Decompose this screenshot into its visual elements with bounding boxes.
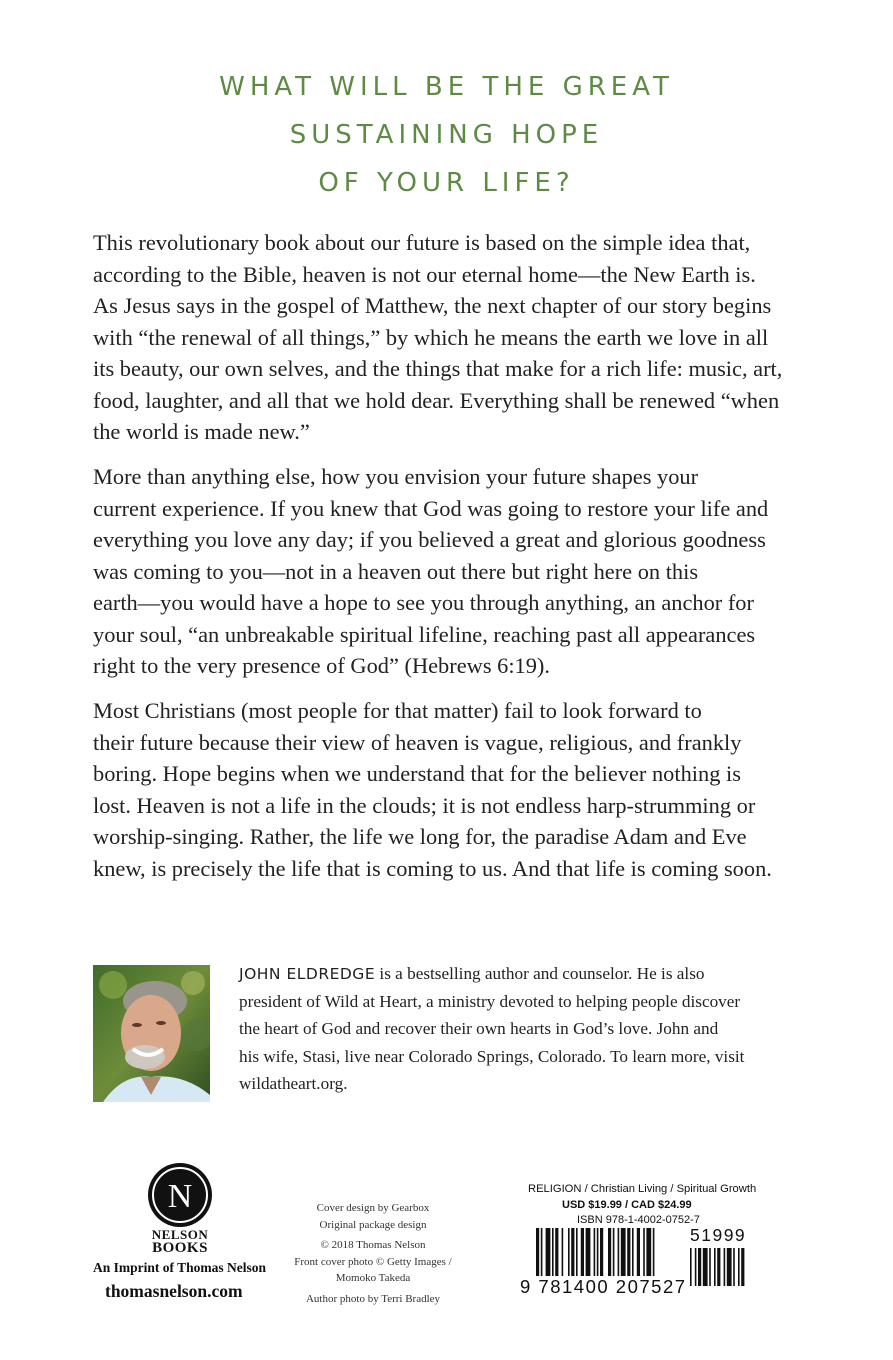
bisac-category: RELIGION / Christian Living / Spiritual Growth — [528, 1183, 757, 1195]
barcode-bar — [621, 1228, 626, 1276]
paragraph-3 — [93, 695, 813, 884]
barcode-bar — [653, 1228, 655, 1276]
text-line: was coming to you—not in a heaven out there but right here on this — [93, 558, 699, 584]
credit-line: Original package design — [319, 1218, 427, 1231]
barcode-bar — [594, 1228, 596, 1276]
text-line: Most Christians (most people for that matter) fail to look forward to — [93, 698, 702, 723]
barcode-bar — [546, 1228, 551, 1276]
credit-line: © 2018 Thomas Nelson — [320, 1239, 426, 1251]
text-line: boring. Hope begins when we understand that for the believer nothing is — [93, 761, 741, 786]
bio-line: wildatheart.org. — [239, 1073, 348, 1093]
barcode-price-code: 51999 — [690, 1225, 747, 1245]
text-line: earth—you would have a hope to see you through anything, an anchor for — [93, 590, 754, 615]
barcode-bar — [581, 1228, 584, 1276]
text-line: food, laughter, and all that we hold dear. Everything shall be renewed “when — [93, 387, 780, 413]
barcode-bar — [698, 1248, 701, 1286]
barcode-bar — [576, 1228, 578, 1276]
text-line: This revolutionary book about our future is based on the simple idea that, — [93, 230, 751, 255]
text-line: the world is made new.” — [93, 419, 310, 444]
paragraph-1 — [93, 227, 813, 448]
text-line: worship-singing. Rather, the life we long for, the paradise Adam and Eve — [93, 824, 747, 849]
author-bio — [239, 960, 814, 1097]
bio-line: the heart of God and recover their own hearts in God’s love. John and — [239, 1019, 719, 1039]
barcode-bar — [727, 1248, 732, 1286]
barcode-bar — [597, 1228, 599, 1276]
barcode-bar — [536, 1228, 539, 1276]
barcode-bar — [608, 1228, 611, 1276]
nelson-logo-icon — [147, 1162, 213, 1228]
text-line: lost. Heaven is not a life in the clouds; it is not endless harp-strumming or — [93, 792, 756, 818]
price-text: USD $19.99 / CAD $24.99 — [562, 1199, 692, 1211]
barcode-digits: 9 781400 207527 — [520, 1276, 687, 1297]
author-name: JOHN ELDREDGE — [239, 965, 376, 983]
text-line: your soul, “an unbreakable spiritual lifeline, reaching past all appearances — [93, 621, 756, 647]
publisher-name-line-1: NELSON — [151, 1227, 209, 1242]
barcode-bar — [541, 1228, 543, 1276]
isbn-text: ISBN 978-1-4002-0752-7 — [577, 1214, 700, 1226]
headline-line-1: WHAT WILL BE THE GREAT — [219, 72, 674, 102]
bio-text: is a bestselling author and counselor. He is also — [375, 964, 705, 983]
text-line: As Jesus says in the gospel of Matthew, the next chapter of our story begins — [93, 293, 772, 318]
publisher-name-line-2: BOOKS — [152, 1240, 208, 1256]
text-line: More than anything else, how you envision your future shapes your — [93, 464, 699, 489]
barcode-bar — [724, 1248, 726, 1286]
credit-line: Front cover photo © Getty Images / — [294, 1255, 452, 1268]
cover-credits — [288, 1200, 458, 1307]
barcode-bar — [571, 1228, 574, 1276]
publisher-website: thomasnelson.com — [105, 1281, 243, 1301]
author-photo — [93, 965, 210, 1102]
headline-line-2: SUSTAINING HOPE — [289, 120, 604, 150]
publisher-name — [120, 1229, 240, 1255]
text-line: right to the very presence of God” (Hebrews 6:19). — [93, 653, 550, 678]
barcode-bar — [643, 1228, 645, 1276]
bio-line — [239, 960, 814, 988]
barcode-bar — [714, 1248, 716, 1286]
paragraph-2 — [93, 461, 813, 682]
barcode-bar — [618, 1228, 620, 1276]
text-line: according to the Bible, heaven is not our eternal home—the New Earth is. — [93, 261, 756, 287]
barcode-bar — [741, 1248, 744, 1286]
text-line: their future because their view of heaven is vague, religious, and frankly — [93, 729, 742, 755]
barcode-bar — [632, 1228, 634, 1276]
barcode-bar — [627, 1228, 630, 1276]
barcode-bar — [600, 1228, 603, 1276]
bio-line: president of Wild at Heart, a ministry devoted to helping people discover — [239, 992, 741, 1012]
barcode-bar — [690, 1248, 692, 1286]
bio-line: his wife, Stasi, live near Colorado Springs, Colorado. To learn more, visit — [239, 1046, 745, 1066]
credit-line: Author photo by Terri Bradley — [305, 1292, 441, 1305]
barcode-bar — [555, 1228, 558, 1276]
barcode-bar — [703, 1248, 708, 1286]
imprint-text: An Imprint of Thomas Nelson — [93, 1260, 267, 1275]
barcode-bar — [733, 1248, 735, 1286]
logo-letter: N — [167, 1178, 193, 1215]
barcode-bar — [709, 1248, 711, 1286]
text-line: with “the renewal of all things,” by which he means the earth we love in all — [93, 324, 769, 350]
barcode-bar — [695, 1248, 697, 1286]
barcode-bar — [613, 1228, 615, 1276]
barcode-bar — [568, 1228, 570, 1276]
text-line: its beauty, our own selves, and the things that make for a rich life: music, art, — [93, 356, 783, 381]
text-line: everything you love any day; if you believed a great and glorious goodness — [93, 527, 766, 552]
barcode-bar — [586, 1228, 591, 1276]
headline-line-3: OF YOUR LIFE? — [318, 168, 575, 198]
barcode-bar — [738, 1248, 740, 1286]
barcode-bar — [637, 1228, 640, 1276]
credit-line: Momoko Takeda — [335, 1272, 411, 1284]
text-line: current experience. If you knew that God was going to restore your life and — [93, 495, 769, 521]
text-line: knew, is precisely the life that is coming to us. And that life is coming soon. — [93, 855, 772, 881]
barcode-bar — [552, 1228, 554, 1276]
barcode-bar — [562, 1228, 564, 1276]
barcode-bar — [646, 1228, 651, 1276]
credit-line: Cover design by Gearbox — [316, 1202, 430, 1214]
barcode-bar — [717, 1248, 720, 1286]
